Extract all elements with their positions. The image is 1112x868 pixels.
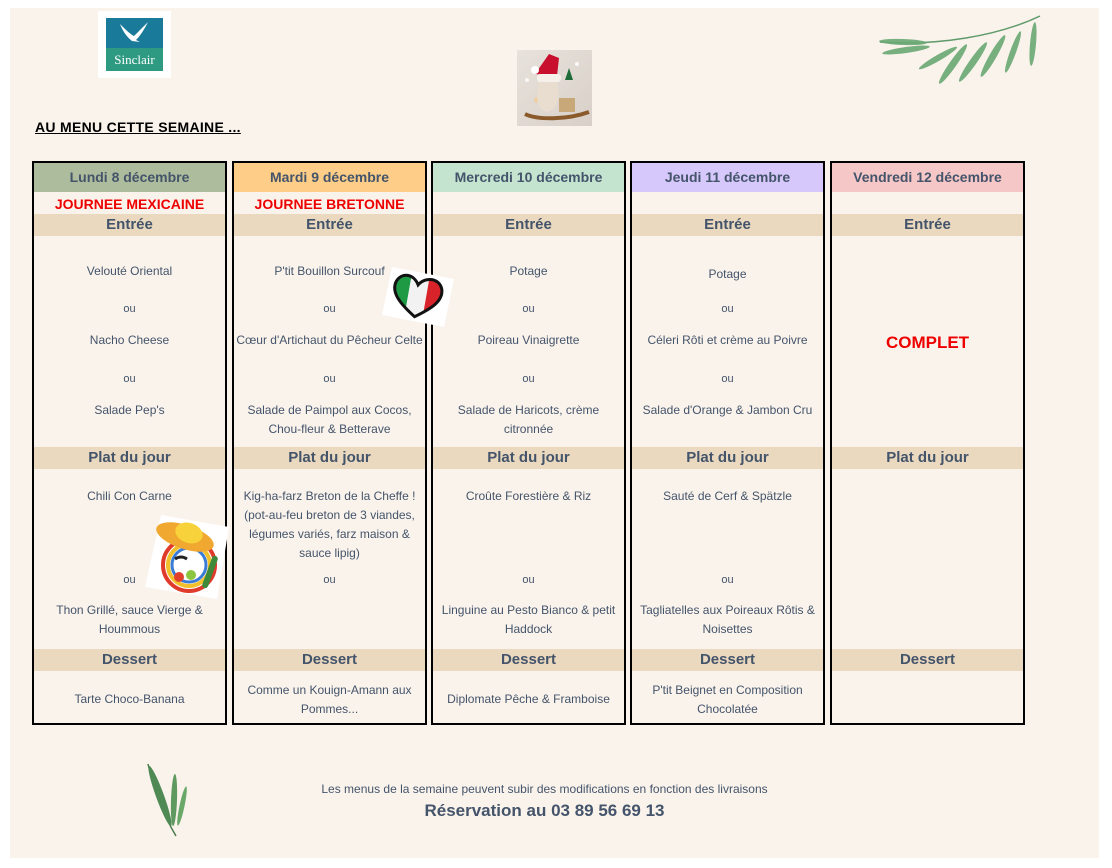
section-plat: Plat du jour (234, 447, 425, 469)
dessert-item: P'tit Beignet en Composition Chocolatée (652, 683, 803, 716)
section-dessert: Dessert (433, 649, 624, 671)
day-header: Jeudi 11 décembre (632, 163, 823, 192)
leaf-branch-decoration (878, 14, 1048, 95)
disclaimer-note: Les menus de la semaine peuvent subir des modifications en fonction des livraisons (321, 782, 768, 796)
section-entree: Entrée (832, 214, 1023, 236)
entree-item: Salade Pep's (94, 403, 165, 417)
entree-item: Poireau Vinaigrette (477, 333, 580, 347)
reservation-phone[interactable]: Réservation au 03 89 56 69 13 (424, 801, 665, 820)
dessert-item: Diplomate Pêche & Framboise (447, 692, 610, 706)
section-plat: Plat du jour (632, 447, 823, 469)
plat-item: Chili Con Carne (87, 489, 172, 503)
page-title: AU MENU CETTE SEMAINE ... (35, 119, 241, 135)
section-entree: Entrée (433, 214, 624, 236)
separator-ou: ou (522, 574, 535, 586)
entree-item: Potage (509, 264, 548, 278)
plat-item: Linguine au Pesto Bianco & petit Haddock (441, 603, 616, 636)
entree-item: Salade de Haricots, crème citronnée (457, 403, 600, 436)
day-header: Vendredi 12 décembre (832, 163, 1023, 192)
separator-ou: ou (323, 574, 336, 586)
section-plat: Plat du jour (832, 447, 1023, 469)
separator-ou: ou (123, 574, 136, 586)
plat-item: Thon Grillé, sauce Vierge & Hoummous (56, 603, 203, 636)
separator-ou: ou (721, 373, 734, 385)
christmas-gnome-image (517, 50, 592, 126)
separator-ou: ou (323, 303, 336, 315)
entree-item: Salade de Paimpol aux Cocos, Chou-fleur & Betterave (247, 403, 412, 436)
section-entree: Entrée (34, 214, 225, 236)
section-entree: Entrée (632, 214, 823, 236)
day-column-mercredi (431, 161, 626, 725)
status-complet: COMPLET (885, 333, 970, 352)
section-plat: Plat du jour (433, 447, 624, 469)
day-column-jeudi (630, 161, 825, 725)
separator-ou: ou (522, 373, 535, 385)
entree-item: Nacho Cheese (89, 333, 170, 347)
sinclair-logo (98, 11, 171, 78)
separator-ou: ou (323, 373, 336, 385)
section-dessert: Dessert (234, 649, 425, 671)
plat-item: Sauté de Cerf & Spätzle (663, 489, 792, 503)
day-header: Lundi 8 décembre (34, 163, 225, 192)
section-plat: Plat du jour (34, 447, 225, 469)
separator-ou: ou (721, 574, 734, 586)
italy-flag-heart-icon (382, 267, 454, 332)
entree-item: Velouté Oriental (86, 264, 173, 278)
entree-item: Potage (708, 267, 747, 281)
theme-label: JOURNEE MEXICAINE (54, 196, 205, 212)
day-column-vendredi (830, 161, 1025, 725)
entree-item: Cœur d'Artichaut du Pêcheur Celte (236, 333, 423, 347)
dessert-item: Tarte Choco-Banana (74, 692, 185, 706)
sombrero-mexican-icon (145, 515, 229, 604)
logo-brand-text: Sinclair (106, 48, 163, 71)
separator-ou: ou (721, 303, 734, 315)
section-entree: Entrée (234, 214, 425, 236)
separator-ou: ou (123, 373, 136, 385)
plat-item: Kig-ha-farz Breton de la Cheffe ! (pot-au-feu breton de 3 viandes, légumes variés, farz maison & sauce lipig) (243, 489, 416, 560)
day-header: Mercredi 10 décembre (433, 163, 624, 192)
section-dessert: Dessert (832, 649, 1023, 671)
entree-item: P'tit Bouillon Surcouf (274, 264, 385, 278)
day-header: Mardi 9 décembre (234, 163, 425, 192)
section-dessert: Dessert (34, 649, 225, 671)
theme-label: JOURNEE BRETONNE (254, 196, 405, 212)
entree-item: Céleri Rôti et crème au Poivre (647, 333, 808, 347)
section-dessert: Dessert (632, 649, 823, 671)
dessert-item: Comme un Kouign-Amann aux Pommes... (247, 683, 412, 716)
entree-item: Salade d'Orange & Jambon Cru (642, 403, 813, 417)
day-column-lundi (32, 161, 227, 725)
day-column-mardi (232, 161, 427, 725)
plat-item: Tagliatelles aux Poireaux Rôtis & Noisettes (640, 603, 815, 636)
separator-ou: ou (123, 303, 136, 315)
plat-item: Croûte Forestière & Riz (465, 489, 592, 503)
seagull-icon (118, 20, 150, 46)
separator-ou: ou (522, 303, 535, 315)
